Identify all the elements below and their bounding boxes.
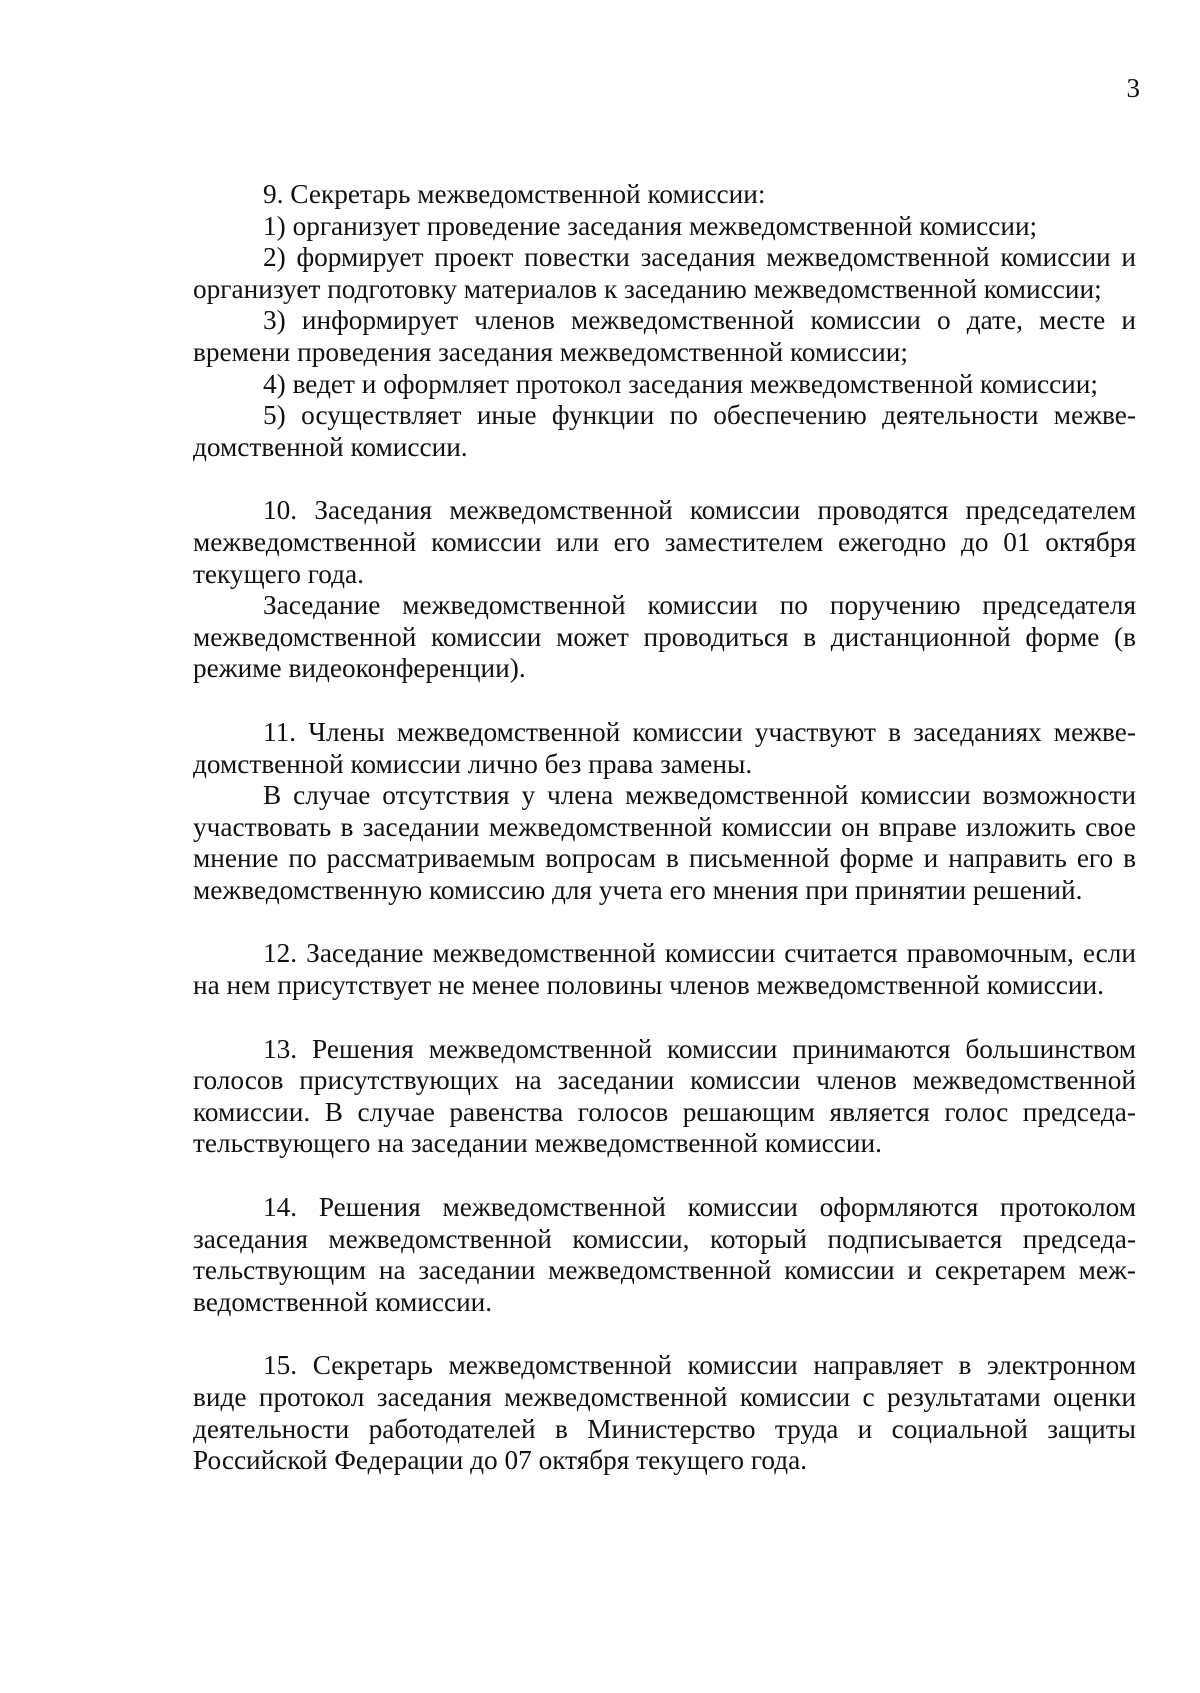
paragraph: 1) организует проведение заседания межведомственной комиссии; [263,210,1038,241]
paragraph: 12. Заседание межведомственной комиссии считается правомочным, если на нем присутствует не менее половины членов межведомственной комиссии. [193,938,1136,1001]
paragraph: Заседание межведомственной комиссии по поручению председателя межведомственной комиссии может проводиться в дистанционной форме (в режиме видеоконференции). [193,590,1136,684]
page-number: 3 [1126,73,1140,103]
section-item-12 [193,938,1136,1001]
section-item-11 [193,717,1136,907]
section-item-15 [193,1350,1136,1476]
document-body [193,179,1136,1477]
paragraph: 11. Члены межведомственной комиссии участвуют в заседаниях межведомственной комиссии лично без права замены. [193,716,1136,779]
paragraph: 9. Секретарь межведомственной комиссии: [263,179,766,209]
paragraph: 4) ведет и оформляет протокол заседания межведомственной комиссии; [263,368,1098,399]
paragraph: 3) информирует членов межведомственной комиссии о дате, месте и времени проведения заседания межведомственной комиссии; [193,305,1136,367]
paragraph: 15. Секретарь межведомственной комиссии направляет в электронном виде протокол заседания межведомственной комиссии с результатами оценки деятельности работодателей в Министерство труда и социальной защиты Российской Федерации до 07 октября текущего года. [193,1350,1136,1476]
paragraph: 14. Решения межведомственной комиссии оформляются протоколом заседания межведомственной комиссии, который подписывается председательствующим на заседании межведомственной комиссии и секретарем межведомственной комиссии. [193,1192,1136,1317]
paragraph: 5) осуществляет иные функции по обеспечению деятельности межведомственной комиссии. [193,400,1136,462]
paragraph: 2) формирует проект повестки заседания межведомственной комиссии и организует подготовку материалов к заседанию межведомственной комиссии; [193,242,1136,304]
section-item-10 [193,495,1136,685]
paragraph: 13. Решения межведомственной комиссии принимаются большинством голосов присутствующих на заседании комиссии членов межведомственной комиссии. В случае равенства голосов решающим является голос председательствующего на заседании межведомственной комиссии. [193,1033,1136,1159]
paragraph: В случае отсутствия у члена межведомственной комиссии возможности участвовать в заседании межведомственной комиссии он вправе изложить свое мнение по рассматриваемым вопросам в письменной форме и направить его в межведомственную комиссию для учета его мнения при принятии решений. [193,780,1136,905]
section-item-13 [193,1034,1136,1160]
section-item-9 [193,179,1136,463]
paragraph: 10. Заседания межведомственной комиссии проводятся председателем межведомственной комиссии или его заместителем ежегодно до 01 октября текущего года. [193,495,1136,589]
section-item-14 [193,1192,1136,1318]
